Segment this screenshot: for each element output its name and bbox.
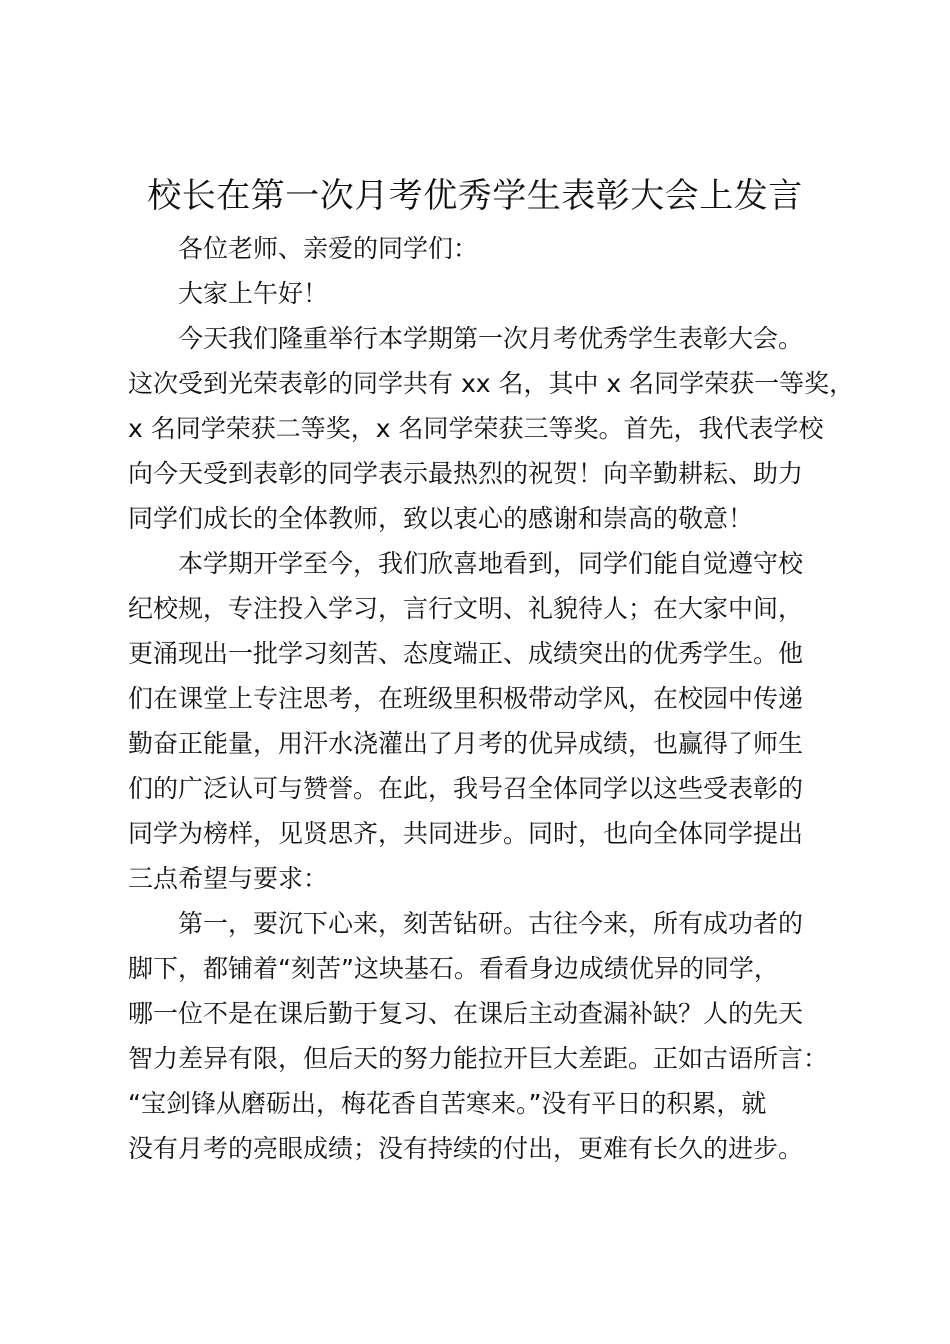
salutation-line: 各位老师、亲爱的同学们：	[178, 234, 479, 263]
document-title: 校长在第一次月考优秀学生表彰大会上发言	[147, 176, 803, 216]
paragraph-3-line-2: 脚下，都铺着“刻苦”这块基石。看看身边成绩优异的同学，	[128, 954, 779, 983]
paragraph-1-line-3: x 名同学荣获二等奖，x 名同学荣获三等奖。首先，我代表学校	[128, 414, 824, 443]
paragraph-1-line-4: 向今天受到表彰的同学表示最热烈的祝贺！向辛勤耕耘、助力	[128, 459, 804, 488]
paragraph-3-line-5: “宝剑锋从磨砺出，梅花香自苦寒来。”没有平日的积累，就	[128, 1089, 767, 1118]
paragraph-3-line-3: 哪一位不是在课后勤于复习、在课后主动查漏补缺？人的先天	[128, 999, 804, 1028]
paragraph-2-line-6: 们的广泛认可与赞誉。在此，我号召全体同学以这些受表彰的	[128, 774, 804, 803]
paragraph-3-line-6: 没有月考的亮眼成绩；没有持续的付出，更难有长久的进步。	[128, 1134, 804, 1163]
paragraph-2-line-7: 同学为榜样，见贤思齐，共同进步。同时，也向全体同学提出	[128, 819, 804, 848]
paragraph-2-line-8: 三点希望与要求：	[128, 864, 329, 893]
paragraph-1-line-5: 同学们成长的全体教师，致以衷心的感谢和崇高的敬意！	[128, 504, 754, 533]
paragraph-2-line-1: 本学期开学至今，我们欣喜地看到，同学们能自觉遵守校	[178, 549, 804, 578]
paragraph-1-line-2: 这次受到光荣表彰的同学共有 xx 名，其中 x 名同学荣获一等奖，	[128, 369, 855, 398]
paragraph-2-line-5: 勤奋正能量，用汗水浇灌出了月考的优异成绩，也赢得了师生	[128, 729, 804, 758]
paragraph-1-line-1: 今天我们隆重举行本学期第一次月考优秀学生表彰大会。	[178, 324, 804, 353]
greeting-line: 大家上午好！	[178, 279, 329, 308]
document-body	[128, 226, 855, 1171]
paragraph-3-line-4: 智力差异有限，但后天的努力能拉开巨大差距。正如古语所言：	[128, 1044, 829, 1073]
paragraph-2-line-3: 更涌现出一批学习刻苦、态度端正、成绩突出的优秀学生。他	[128, 639, 804, 668]
paragraph-2-line-4: 们在课堂上专注思考，在班级里积极带动学风，在校园中传递	[128, 684, 804, 713]
paragraph-2-line-2: 纪校规，专注投入学习，言行文明、礼貌待人；在大家中间，	[128, 594, 804, 623]
paragraph-3-line-1: 第一，要沉下心来，刻苦钻研。古往今来，所有成功者的	[178, 909, 804, 938]
